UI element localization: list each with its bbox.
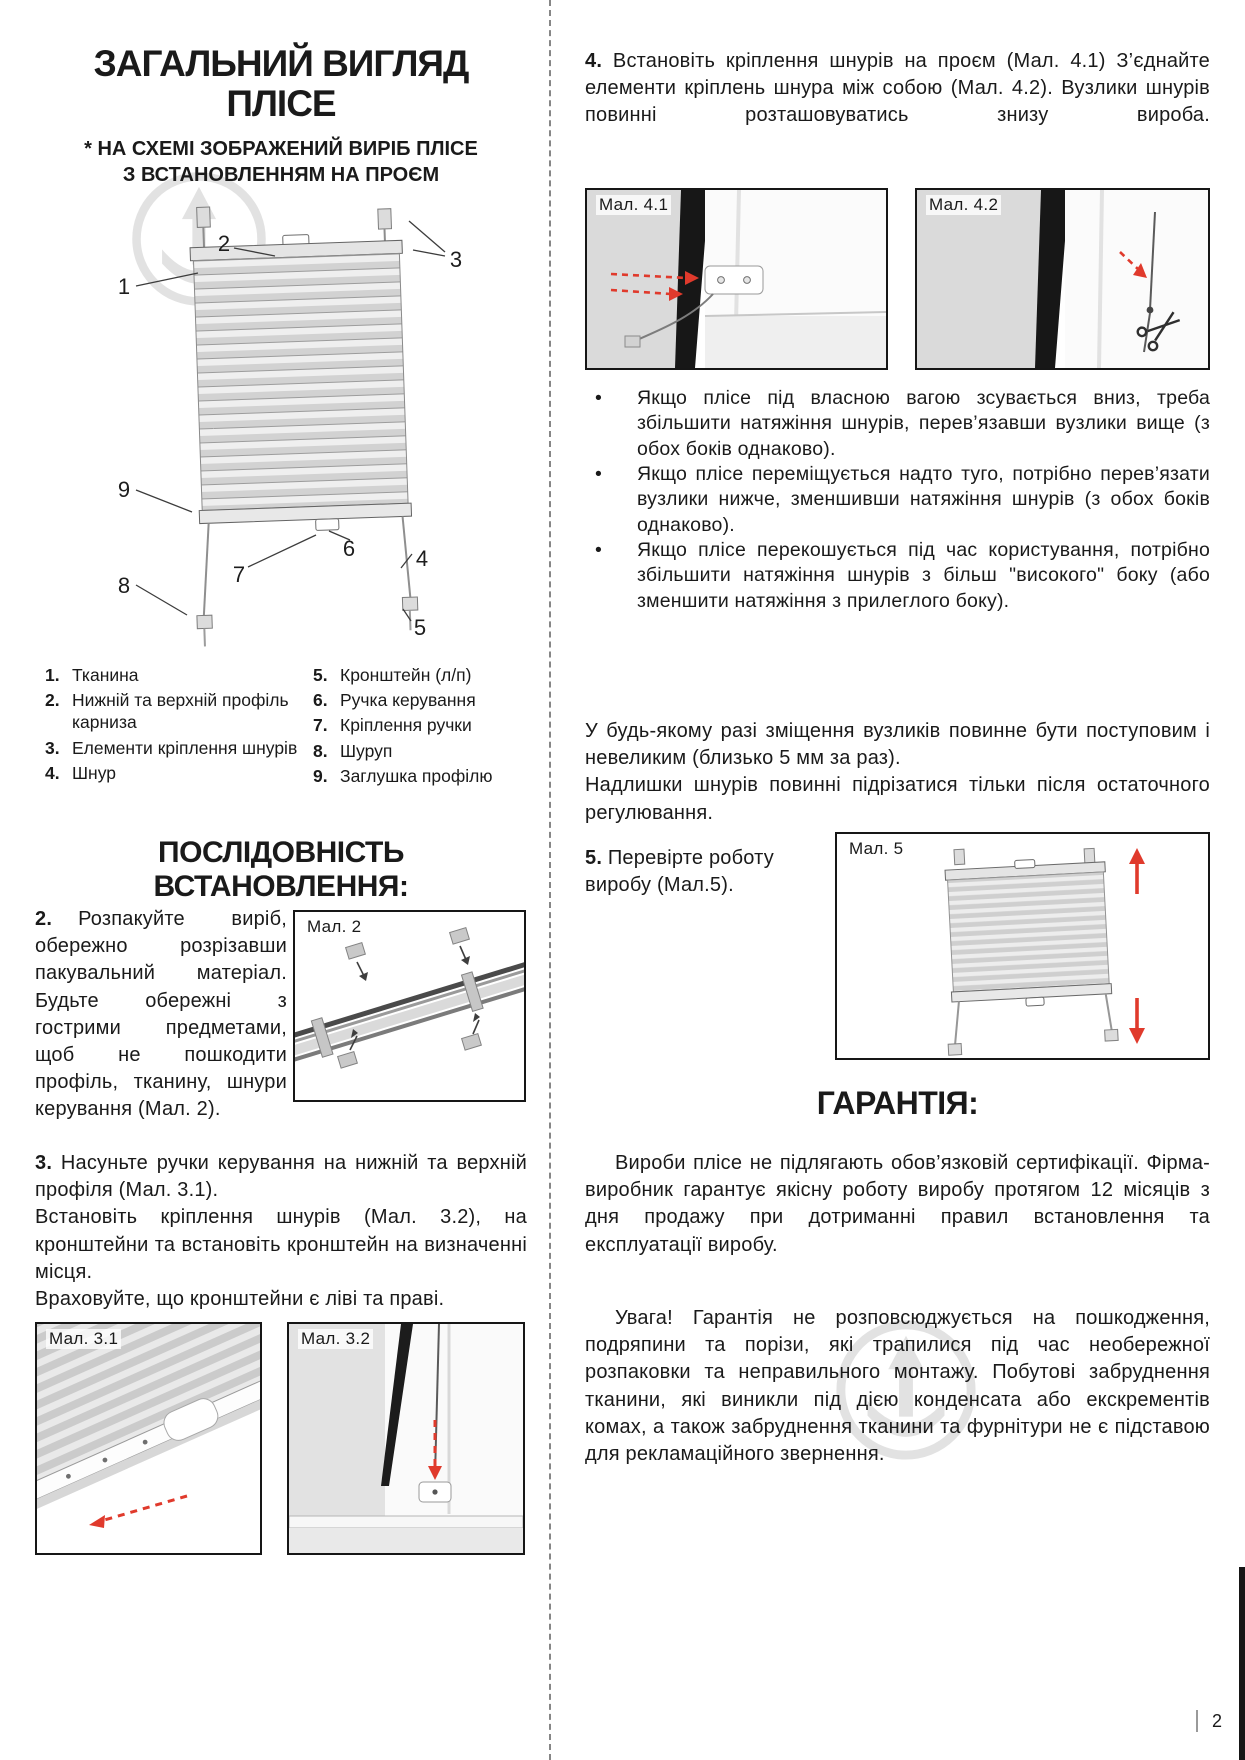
callout-1: 1 [117,274,131,299]
step-5-num: 5. [585,847,603,869]
bullet-glyph: • [595,387,603,409]
part-label: Тканина [72,665,139,685]
part-label: Ручка керування [340,690,476,711]
part-num: 2. [45,690,60,711]
blind-diagram [62,188,514,660]
figure-4-2-drawing [917,190,1208,368]
part-item [313,689,527,711]
step-2-text [35,906,287,1124]
figure-4-2-label: Мал. 4.2 [926,195,1001,215]
note-2: Надлишки шнурів повинні підрізатися тільки після остаточного регулювання. [585,774,1210,824]
note-1: У будь-якому разі зміщення вузликів повинне бути поступовим і невеликим (близько 5 мм за раз). [585,720,1210,770]
bullet-text-3: Якщо плісе перекошується під час користування, потрібно збільшити натяжіння шнурів з більш "високого" боку (або зменшити натяжіння з прилеглого боку). [637,539,1210,612]
parts-col-2 [313,664,527,790]
step-3-line1 [35,1150,527,1204]
part-label: Елементи кріплення шнурів [72,737,298,758]
step-2-num: 2. [35,908,53,930]
figure-2-label: Мал. 2 [304,917,364,937]
callout-9: 9 [117,477,131,502]
part-label: Нижній та верхній профіль карниза [72,690,289,733]
bullet-text-1: Якщо плісе під власною вагою зсувається вниз, треба збільшити натяжіння шнурів, перев’язавши вузлики вище (з обох боків однаково). [637,387,1210,460]
part-item [45,762,313,784]
figure-5-drawing [837,834,1208,1058]
part-num: 8. [313,740,328,761]
figure-5 [835,832,1210,1060]
warranty-paragraph-2: Увага! Гарантія не розповсюджується на пошкодження, подряпини та порізи, які трапилися під час необережної розпаковки та неправильного монтажу. Побутові забруднення тканини, які виникли під дією конденсата або екскрементів комах, а також забруднення тканини та фурнітури не є підставою для рекламаційного звернення. [585,1307,1210,1465]
step-3-body1: Насуньте ручки керування на нижній та верхній профіля (Мал. 3.1). [35,1152,527,1202]
figure-4-1-drawing [587,190,886,368]
part-num: 1. [45,665,60,685]
bullet-item [585,538,1210,614]
callout-3: 3 [449,247,463,272]
part-item [45,689,313,733]
part-label: Шнур [72,762,116,783]
part-item [45,737,313,759]
callout-4: 4 [415,546,429,571]
figure-3-1 [35,1322,262,1555]
part-item [45,664,313,686]
page-title [35,44,527,123]
page-number [1196,1710,1222,1732]
page-number-divider [1196,1710,1198,1732]
note-paragraphs [585,718,1210,827]
part-label: Заглушка профілю [340,765,493,786]
part-label: Кронштейн (л/п) [340,665,472,685]
sequence-title: ПОСЛІДОВНІСТЬ ВСТАНОВЛЕННЯ: [153,836,409,903]
part-num: 6. [313,690,328,711]
figure-4-1-label: Мал. 4.1 [596,195,671,215]
page-edge-bar [1239,1567,1245,1760]
part-num: 4. [45,762,60,783]
figure-3-2 [287,1322,525,1555]
bullet-item [585,462,1210,538]
callout-6: 6 [342,536,356,561]
page-title-line1: ЗАГАЛЬНИЙ ВИГЛЯД [93,43,469,84]
figure-3-1-label: Мал. 3.1 [46,1329,121,1349]
part-label: Кріплення ручки [340,715,472,736]
bullet-glyph: • [595,463,603,486]
step-3-text [35,1150,527,1313]
part-num: 5. [313,665,328,685]
warranty-paragraph-1: Вироби плісе не підлягають обов’язковій сертифікації. Фірма-виробник гарантує якісну роботу виробу протягом 12 місяців з дня продажу при дотриманні правил встановлення та експлуатації виробу. [585,1152,1210,1256]
blind-diagram-drawing [62,188,514,660]
page-title-line2: ПЛІСЕ [226,82,336,124]
step-4-text [585,48,1210,130]
part-item [313,740,527,762]
page-subtitle [35,136,527,189]
page-number-value: 2 [1212,1710,1223,1731]
part-item [313,714,527,736]
part-num: 7. [313,715,328,736]
column-divider [549,0,551,1760]
step-5-text [585,845,823,899]
warranty-title: ГАРАНТІЯ: [816,1085,979,1121]
callout-2: 2 [217,231,231,256]
part-item [313,765,527,787]
figure-4-2 [915,188,1210,370]
part-label: Шуруп [340,740,393,761]
figure-2-drawing [295,912,524,1100]
step-3-line3: Враховуйте, що кронштейни є ліві та праві. [35,1287,445,1310]
part-num: 9. [313,765,328,786]
step-4-body: Встановіть кріплення шнурів на проєм (Мал. 4.1) З’єднайте елементи кріплень шнура між собою (Мал. 4.2). Вузлики шнурів повинні розташовуватись знизу вироба. [585,50,1211,127]
bullet-text-2: Якщо плісе переміщується надто туго, потрібно перев’язати вузлики нижче, зменшивши натяжіння шнурів (з обох боків однаково). [637,463,1210,536]
part-num: 3. [45,737,60,758]
step-2-body: Розпакуйте виріб, обережно розрізавши пакувальний матеріал. Будьте обережні з гострими предметами, щоб не пошкодити профіль, тканину, шнури керування (Мал. 2). [35,908,287,1121]
figure-3-1-drawing [37,1324,260,1553]
adjustment-bullets [585,386,1210,614]
page-subtitle-line2: З ВСТАНОВЛЕННЯМ НА ПРОЄМ [122,164,440,187]
figure-4-1 [585,188,888,370]
figure-2 [293,910,526,1102]
part-item [313,664,527,686]
step-3-num: 3. [35,1152,53,1174]
callout-8: 8 [117,573,131,598]
bullet-glyph: • [595,539,603,562]
figure-5-label: Мал. 5 [846,839,906,859]
figure-3-2-label: Мал. 3.2 [298,1329,373,1349]
step-5-body: Перевірте роботу виробу (Мал.5). [585,847,774,897]
page-subtitle-line1: * НА СХЕМІ ЗОБРАЖЕНИЙ ВИРІБ ПЛІСЕ [84,138,478,160]
bullet-item [585,386,1210,462]
parts-list [45,664,527,790]
step-4-num: 4. [585,50,603,72]
callout-7: 7 [232,562,246,587]
parts-col-1 [45,664,313,790]
step-3-line2: Встановіть кріплення шнурів (Мал. 3.2), на кронштейни та встановіть кронштейн на визначенні місця. [35,1206,527,1283]
callout-5: 5 [413,615,427,640]
figure-3-2-drawing [289,1324,523,1553]
